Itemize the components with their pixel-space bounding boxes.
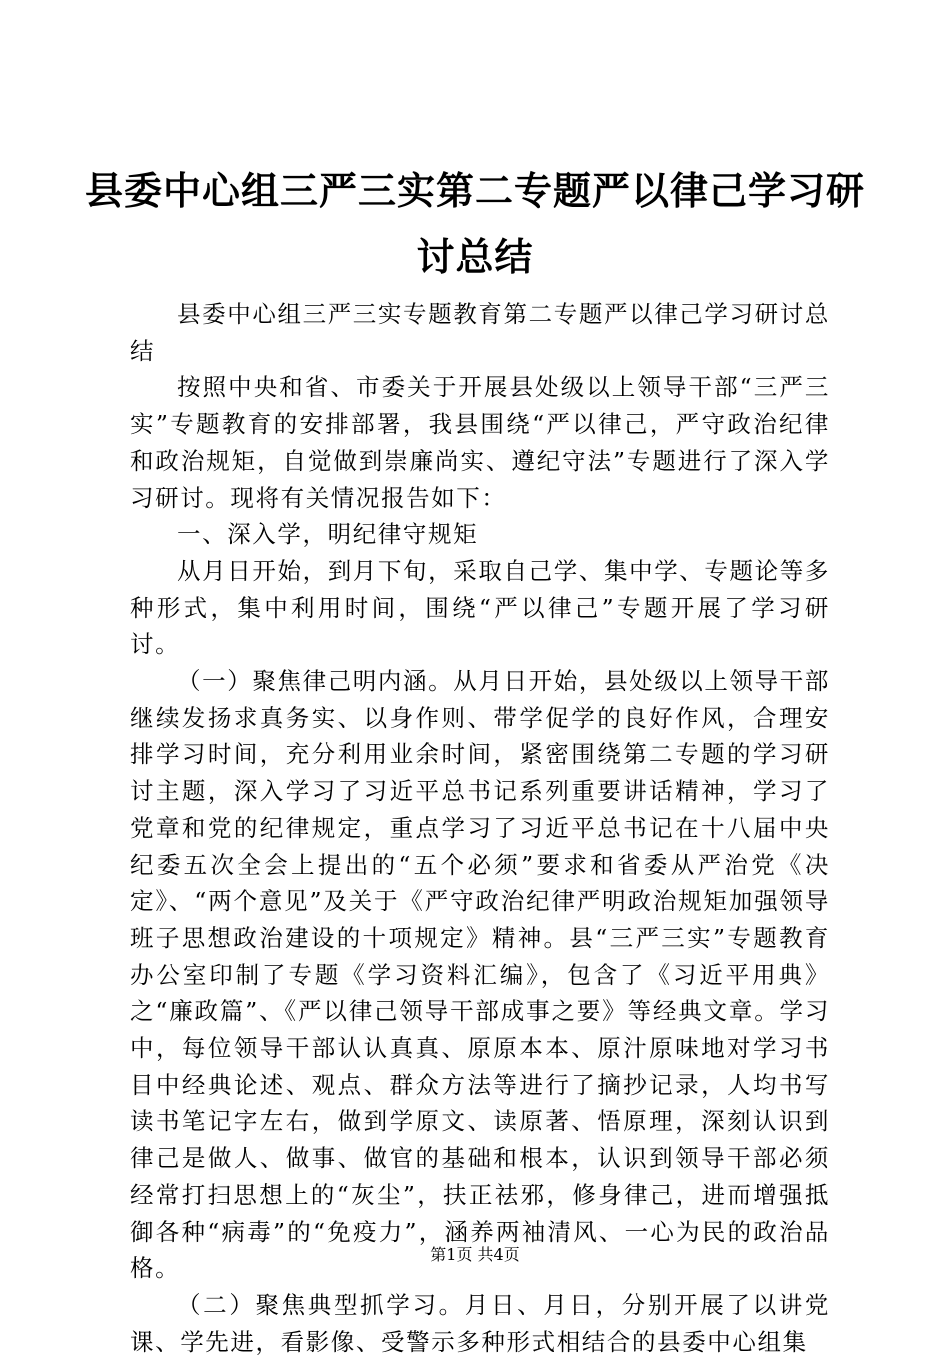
paragraph-study-overview: 从月日开始，到月下旬，采取自己学、集中学、专题论等多种形式，集中利用时间，围绕“严以律己”专题开展了学习研讨。 xyxy=(130,556,830,659)
paragraph-subtitle: 县委中心组三严三实专题教育第二专题严以律己学习研讨总结 xyxy=(130,300,830,365)
document-title: 县委中心组三严三实第二专题严以律己学习研讨总结 xyxy=(84,168,865,279)
document-body xyxy=(130,296,830,1360)
page-footer: 第1页 共4页 xyxy=(430,1245,520,1264)
paragraph-point-2: （二）聚焦典型抓学习。月日、月日，分别开展了以讲党课、学先进，看影像、受警示多种形式相结合的县委中心组集 xyxy=(130,1290,830,1356)
paragraph-point-1: （一）聚焦律己明内涵。从月日开始，县处级以上领导干部继续发扬求真务实、以身作则、带学促学的良好作风，合理安排学习时间，充分利用业余时间，紧密围绕第二专题的学习研讨主题，深入学习了习近平总书记系列重要讲话精神，学习了党章和党的纪律规定，重点学习了习近平总书记在十八届中央纪委五次全会上提出的“五个必须”要求和省委从严治党《决定》、“两个意见”及关于《严守政治纪律严明政治规矩加强领导班子思想政治建设的十项规定》精神。县“三严三实”专题教育办公室印制了专题《学习资料汇编》，包含了《习近平用典》之“廉政篇”、《严以律己领导干部成事之要》等经典文章。学习中，每位领导干部认认真真、原原本本、原汁原味地对学习书目中经典论述、观点、群众方法等进行了摘抄记录，人均书写读书笔记字左右，做到学原文、读原著、悟原理，深刻认识到律己是做人、做事、做官的基础和根本，认识到领导干部必须经常打扫思想上的“灰尘”，扶正祛邪，修身律己，进而增强抵御各种“病毒”的“免疫力”，涵养两袖清风、一心为民的政治品格。 xyxy=(130,667,830,1283)
paragraph-intro: 按照中央和省、市委关于开展县处级以上领导干部“三严三实”专题教育的安排部署，我县围绕“严以律己，严守政治纪律和政治规矩，自觉做到崇廉尚实、遵纪守法”专题进行了深入学习研讨。现将有关情况报告如下： xyxy=(130,373,830,512)
section-heading-1: 一、深入学，明纪律守规矩 xyxy=(177,520,479,549)
